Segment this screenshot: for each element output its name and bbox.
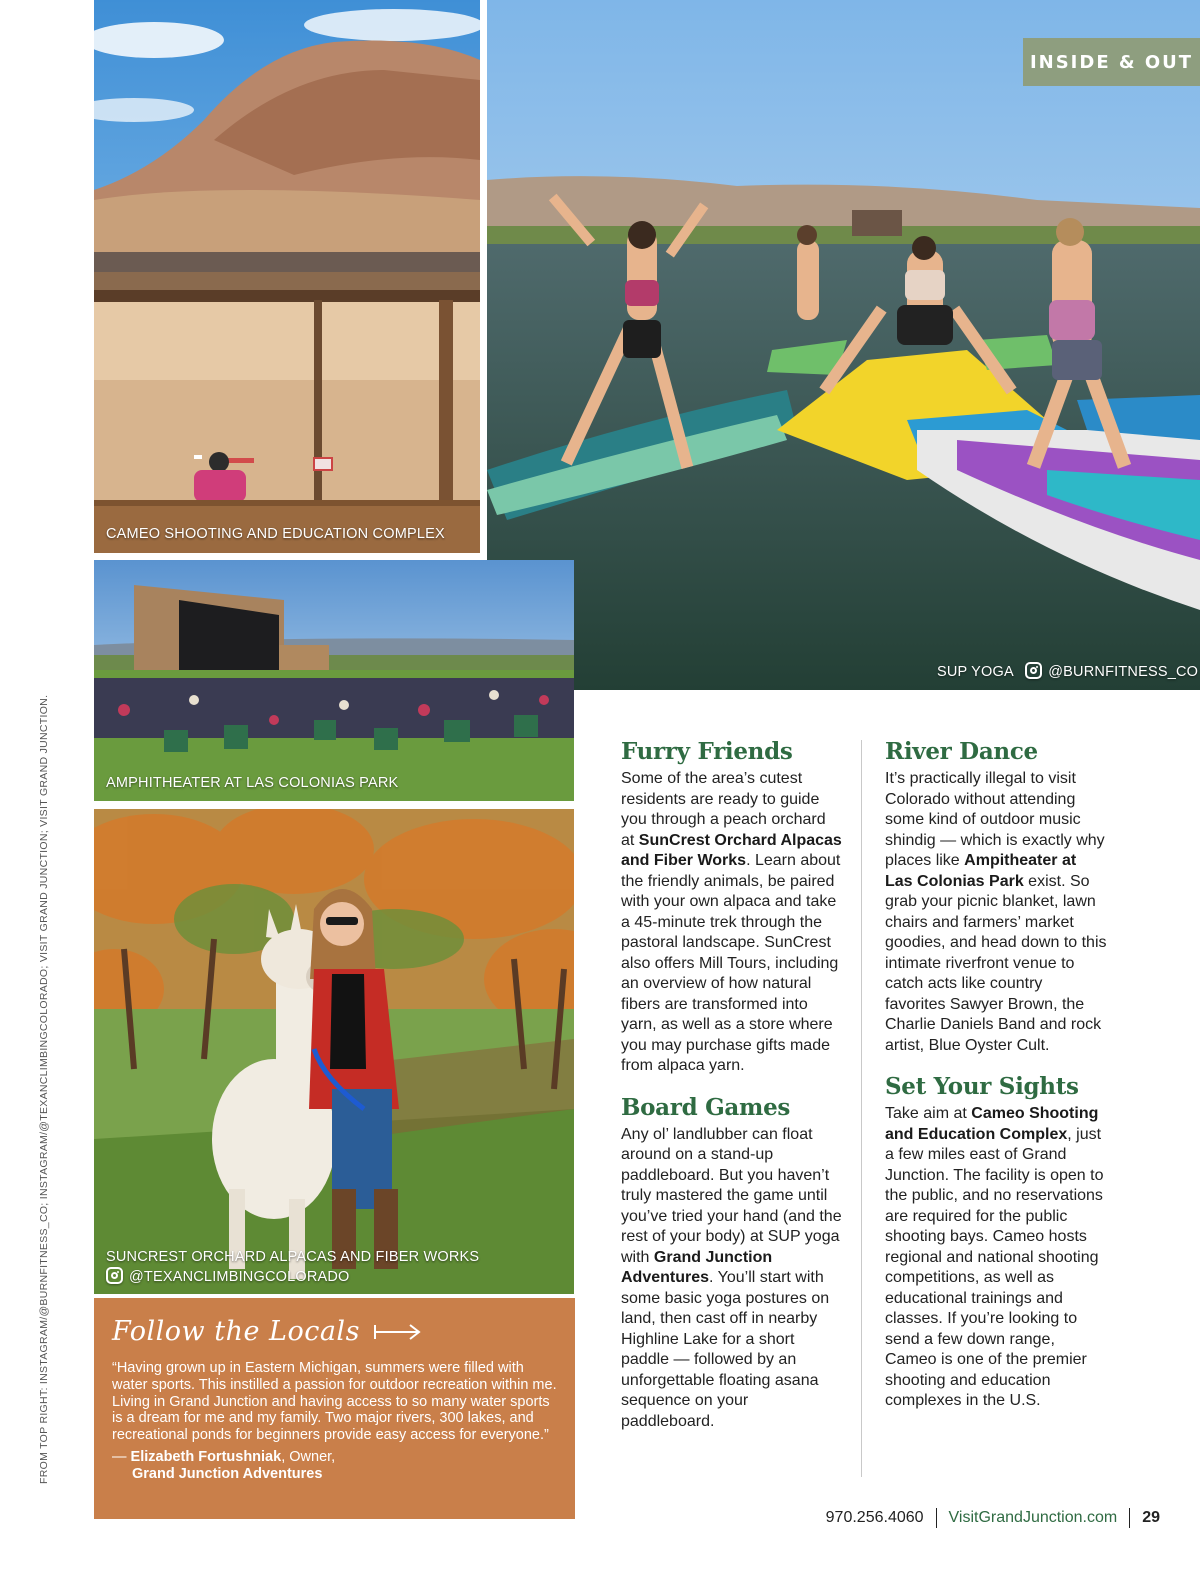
instagram-icon (106, 1267, 123, 1284)
locals-title: Follow the Locals (112, 1316, 557, 1347)
photo-caption: SUNCREST ORCHARD ALPACAS AND FIBER WORKS @TEXANCLIMBINGCOLORADO (106, 1249, 480, 1285)
photo-shooting-complex (94, 0, 480, 553)
photo-caption: SUP YOGA @BURNFITNESS_CO (937, 664, 1199, 680)
follow-the-locals-box (94, 1298, 575, 1519)
body-board-games: Any ol’ landlubber can float around on a stand-up paddleboard. But you haven’t truly mastered the game until you’ve tried your hand (and the rest of your body) at SUP yoga with Grand Junction Adventures. You’ll start with some basic yoga postures on land, then cast off in nearby Highline Lake for a short paddle — followed by an unforgettable floating asana sequence on your paddleboard. (621, 1125, 842, 1430)
article-column-right (885, 737, 1107, 1412)
heading-board-games: Board Games (621, 1093, 791, 1121)
footer-website-link[interactable]: VisitGrandJunction.com (948, 1509, 1118, 1526)
photo-sup-yoga (487, 0, 1200, 690)
heading-set-your-sights: Set Your Sights (885, 1073, 1079, 1100)
page-number: 29 (1142, 1509, 1160, 1526)
body-river-dance: It’s practically illegal to visit Colorado without attending some kind of outdoor music shindig — which is exactly why places like Ampitheater at Las Colonias Park exist. So grab your picnic blanket, lawn chairs and farmers’ market goodies, and head down to this intimate riverfront venue to catch acts like country favorites Sawyer Brown, the Charlie Daniels Band and rock artist, Blue Oyster Cult. (885, 770, 1107, 1054)
locals-attribution: — Elizabeth Fortushniak, Owner, Grand Junction Adventures (112, 1448, 336, 1482)
divider (936, 1508, 937, 1528)
article-column-left (621, 737, 843, 1432)
body-furry-friends: Some of the area’s cutest residents are ready to guide you through a peach orchard at SunCrest Orchard Alpacas and Fiber Works. Learn about the friendly animals, be paired with your own alpaca and take a 45-minute trek through the pastoral landscape. SunCrest also offers Mill Tours, including an overview of how natural fibers are transformed into yarn, as well as a store where you may purchase gifts made from alpaca yarn. (621, 770, 842, 1074)
page-footer (826, 1508, 1160, 1528)
body-set-your-sights: Take aim at Cameo Shooting and Education Complex, just a few miles east of Grand Junction. The facility is open to the public, and no reservations are required for the public shooting bays. Cameo hosts regional and national shooting competitions, as well as educational trainings and classes. If you’re looking to send a few down range, Cameo is one of the premier shooting and education complexes in the U.S. (885, 1105, 1104, 1409)
photo-alpacas (94, 809, 574, 1294)
column-divider (861, 740, 862, 1477)
divider (1129, 1508, 1130, 1528)
photo-amphitheater (94, 560, 574, 801)
footer-phone[interactable]: 970.256.4060 (825, 1509, 924, 1526)
arrow-right-icon (374, 1322, 422, 1342)
heading-river-dance: River Dance (885, 738, 1038, 765)
photo-caption: CAMEO SHOOTING AND EDUCATION COMPLEX (106, 526, 445, 542)
section-tab: INSIDE & OUT (1023, 38, 1200, 86)
locals-quote: “Having grown up in Eastern Michigan, summers were filled with water sports. This instilled a passion for outdoor recreation within me. Living in Grand Junction and having access to so many water sports is a dream for me and my family. Two major rivers, 300 lakes, and recreational ponds for beginners provide easy access for everyone.” (112, 1360, 557, 1444)
photo-credit: FROM TOP RIGHT: INSTAGRAM/@BURNFITNESS_CO; INSTAGRAM/@TEXANCLIMBINGCOLORADO; VISIT GRAND JUNCTION; VISIT GRAND JUNCTION. (38, 694, 50, 1484)
photo-caption: AMPHITHEATER AT LAS COLONIAS PARK (106, 775, 399, 791)
instagram-icon (1025, 662, 1042, 679)
heading-furry-friends: Furry Friends (621, 738, 793, 765)
